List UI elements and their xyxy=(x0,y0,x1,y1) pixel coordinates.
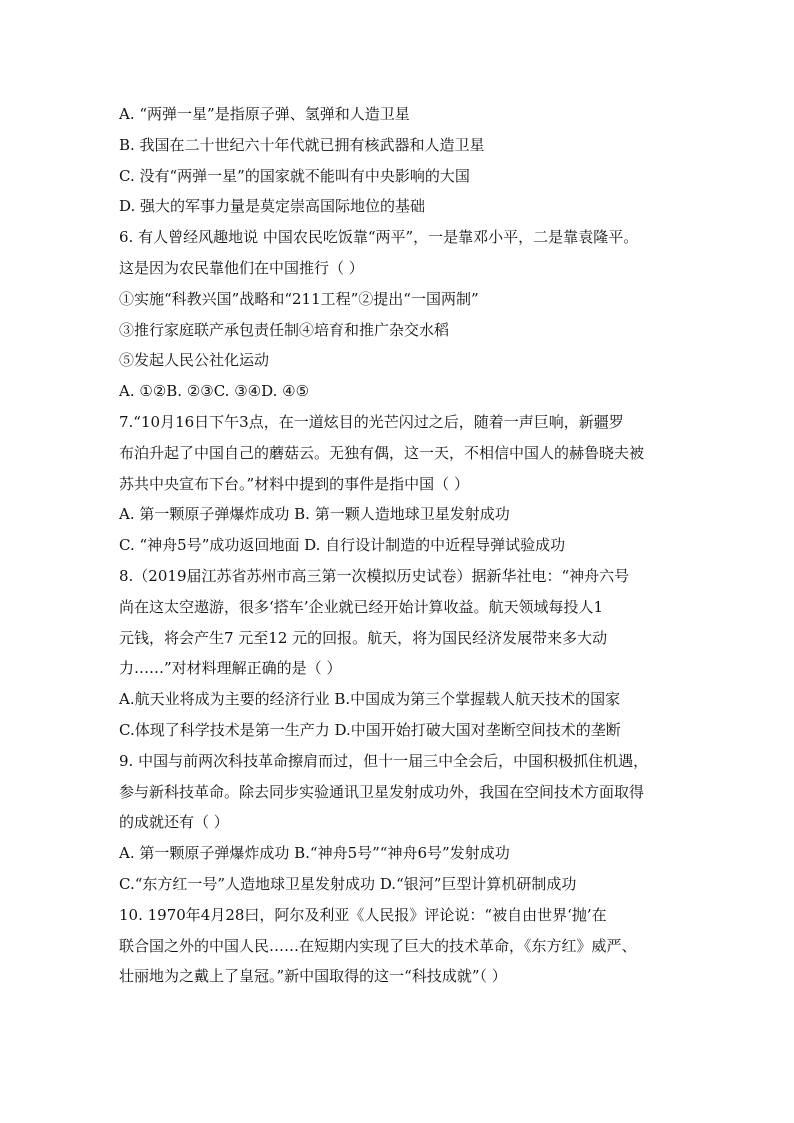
question-7-options-ab: A. 第一颗原子弹爆炸成功 B. 第一颗人造地球卫星发射成功 xyxy=(119,505,510,524)
option-b-line: B. 我国在二十世纪六十年代就已拥有核武器和人造卫星 xyxy=(119,135,485,154)
question-6-line-1: 6. 有人曾经风趣地说 中国农民吃饭靠“两平”，一是靠邓小平，二是靠袁隆平。 xyxy=(119,228,639,247)
question-9-line-2: 参与新科技革命。除去同步实验通讯卫星发射成功外，我国在空间技术方面取得 xyxy=(119,782,645,801)
question-7-line-3: 苏共中央宣布下台。”材料中提到的事件是指中国（ ） xyxy=(119,474,469,493)
question-9-line-1: 9. 中国与前两次科技革命擦肩而过，但十一届三中全会后，中国积极抓住机遇， xyxy=(119,751,649,770)
question-9-line-3: 的成就还有（ ） xyxy=(119,813,229,832)
question-6-item-line-3: ⑤发起人民公社化运动 xyxy=(119,351,270,370)
question-8-options-ab: A.航天业将成为主要的经济行业 B.中国成为第三个掌握载人航天技术的国家 xyxy=(119,690,621,709)
question-text xyxy=(119,99,679,992)
question-8-options-cd: C.体现了科学技术是第一生产力 D.中国开始打破大国对垄断空间技术的垄断 xyxy=(119,720,621,739)
question-6-options: A. ①②B. ②③C. ③④D. ④⑤ xyxy=(119,382,310,401)
question-10-line-1: 10. 1970年4月28曰，阿尔及利亚《人民报》评论说：“被自由世界‘抛’在 xyxy=(119,905,607,924)
question-8-line-1: 8.（2019届江苏省苏州市高三第一次模拟历史试卷）据新华社电：“神舟六号 xyxy=(119,566,630,585)
question-8-line-4: 力……”对材料理解正确的是（ ） xyxy=(119,659,342,678)
option-c-line: C. 没有“两弹一星”的国家就不能叫有中央影响的大国 xyxy=(119,166,470,185)
option-d-line: D. 强大的军事力量是莫定崇高国际地位的基础 xyxy=(119,197,426,216)
question-9-options-ab: A. 第一颗原子弹爆炸成功 B.“神舟5号”“神舟6号”发射成功 xyxy=(119,844,510,863)
question-9-options-cd: C.“东方红一号”人造地球卫星发射成功 D.“银河”巨型计算机研制成功 xyxy=(119,874,577,893)
question-8-line-2: 尚在这太空遨游，很多‘搭车’企业就已经开始计算收益。航天领域每投人1 xyxy=(119,597,604,616)
question-10-line-2: 联合国之外的中国人民……在短期内实现了巨大的技术革命，《东方红》威严、 xyxy=(119,936,637,955)
question-7-options-cd: C. “神舟5号”成功返回地面 D. 自行设计制造的中近程导弹试验成功 xyxy=(119,536,566,555)
question-10-line-3: 壮丽地为之戴上了皇冠。”新中国取得的这一“科技成就”（ ） xyxy=(119,967,507,986)
question-6-line-2: 这是因为农民靠他们在中国推行（ ） xyxy=(119,258,364,277)
question-7-line-1: 7.“10月16日下午3点，在一道炫目的光芒闪过之后，随着一声巨响，新疆罗 xyxy=(119,412,624,431)
question-8-line-3: 元钱，将会产生7 元至12 元的回报。航天，将为国民经济发展带来多大动 xyxy=(119,628,608,647)
question-6-item-line-2: ③推行家庭联产承包责任制④培育和推广杂交水稻 xyxy=(119,320,450,339)
question-6-item-line-1: ①实施“科教兴国”战略和“211工程”②提出“一国两制” xyxy=(119,289,479,308)
question-7-line-2: 布泊升起了中国自己的蘑菇云。无独有偶，这一天，不相信中国人的赫鲁晓夫被 xyxy=(119,443,645,462)
option-a-line: A. “两弹一星”是指原子弹、氢弹和人造卫星 xyxy=(119,105,410,123)
